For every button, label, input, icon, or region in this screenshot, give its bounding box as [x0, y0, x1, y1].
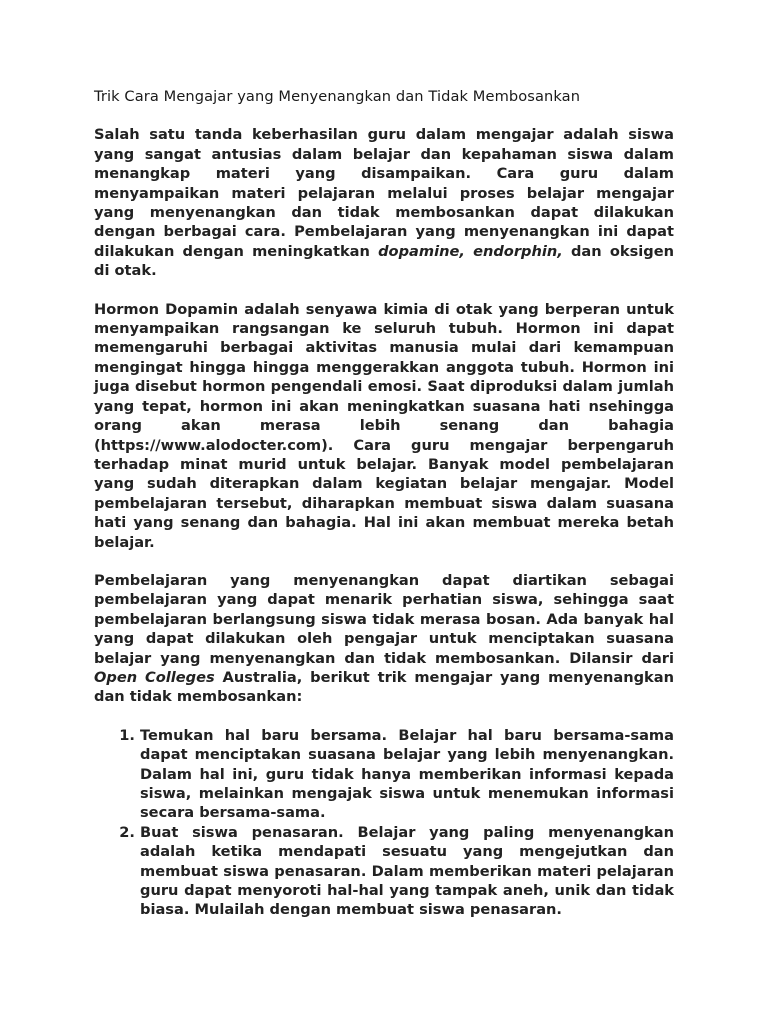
paragraph-pembelajaran-emphasis: Open Colleges [94, 668, 215, 686]
document-title: Trik Cara Mengajar yang Menyenangkan dan Tidak Membosankan [94, 88, 581, 105]
paragraph-pembelajaran-text-after: Australia, berikut trik mengajar yang menyenangkan dan tidak membosankan: [94, 668, 675, 706]
paragraph-intro-text-after: dan oksigen di otak. [94, 242, 674, 280]
paragraph-intro-emphasis: dopamine, endorphin, [378, 242, 563, 260]
tips-list [94, 726, 674, 920]
paragraph-intro [94, 125, 674, 280]
document-page [94, 87, 674, 920]
list-item: 2. Buat siswa penasaran. Belajar yang paling menyenangkan adalah ketika mendapati sesuatu yang mengejutkan dan membuat siswa penasaran. Dalam memberikan materi pelajaran guru dapat menyoroti hal-hal yang tampak aneh, unik dan tidak biasa. Mulailah dengan membuat siswa penasaran. [140, 823, 674, 920]
list-item: 1. Temukan hal baru bersama. Belajar hal baru bersama-sama dapat menciptakan suasana belajar yang lebih menyenangkan. Dalam hal ini, guru tidak hanya memberikan informasi kepada siswa, melainkan mengajak siswa untuk menemukan informasi secara bersama-sama. [140, 726, 674, 823]
paragraph-dopamin: Hormon Dopamin adalah senyawa kimia di otak yang berperan untuk menyampaikan rangsangan ke seluruh tubuh. Hormon ini dapat memengaruhi berbagai aktivitas manusia mulai dari kemampuan mengingat hingga hingga menggerakkan anggota tubuh. Hormon ini juga disebut hormon pengendali emosi. Saat diproduksi dalam jumlah yang tepat, hormon ini akan meningkatkan suasana hati nsehingga orang akan merasa lebih senang dan bahagia (https://www.alodocter.com). Cara guru mengajar berpengaruh terhadap minat murid untuk belajar. Banyak model pembelajaran yang sudah diterapkan dalam kegiatan belajar mengajar. Model pembelajaran tersebut, diharapkan membuat siswa dalam suasana hati yang senang dan bahagia. Hal ini akan membuat mereka betah belajar. [94, 300, 674, 551]
paragraph-intro-text-before: Salah satu tanda keberhasilan guru dalam mengajar adalah siswa yang sangat antusias dalam belajar dan kepahaman siswa dalam menangkap materi yang disampaikan. Cara guru dalam menyampaikan materi pelajaran melalui proses belajar mengajar yang menyenangkan dan tidak membosankan dapat dilakukan dengan berbagai cara. Pembelajaran yang menyenangkan ini dapat dilakukan dengan meningkatkan [94, 126, 674, 260]
paragraph-pembelajaran [94, 571, 674, 707]
paragraph-pembelajaran-text-before: Pembelajaran yang menyenangkan dapat diartikan sebagai pembelajaran yang dapat menarik perhatian siswa, sehingga saat pembelajaran berlangsung siswa tidak merasa bosan. Ada banyak hal yang dapat dilakukan oleh pengajar untuk menciptakan suasana belajar yang menyenangkan dan tidak membosankan. Dilansir dari [94, 571, 674, 667]
